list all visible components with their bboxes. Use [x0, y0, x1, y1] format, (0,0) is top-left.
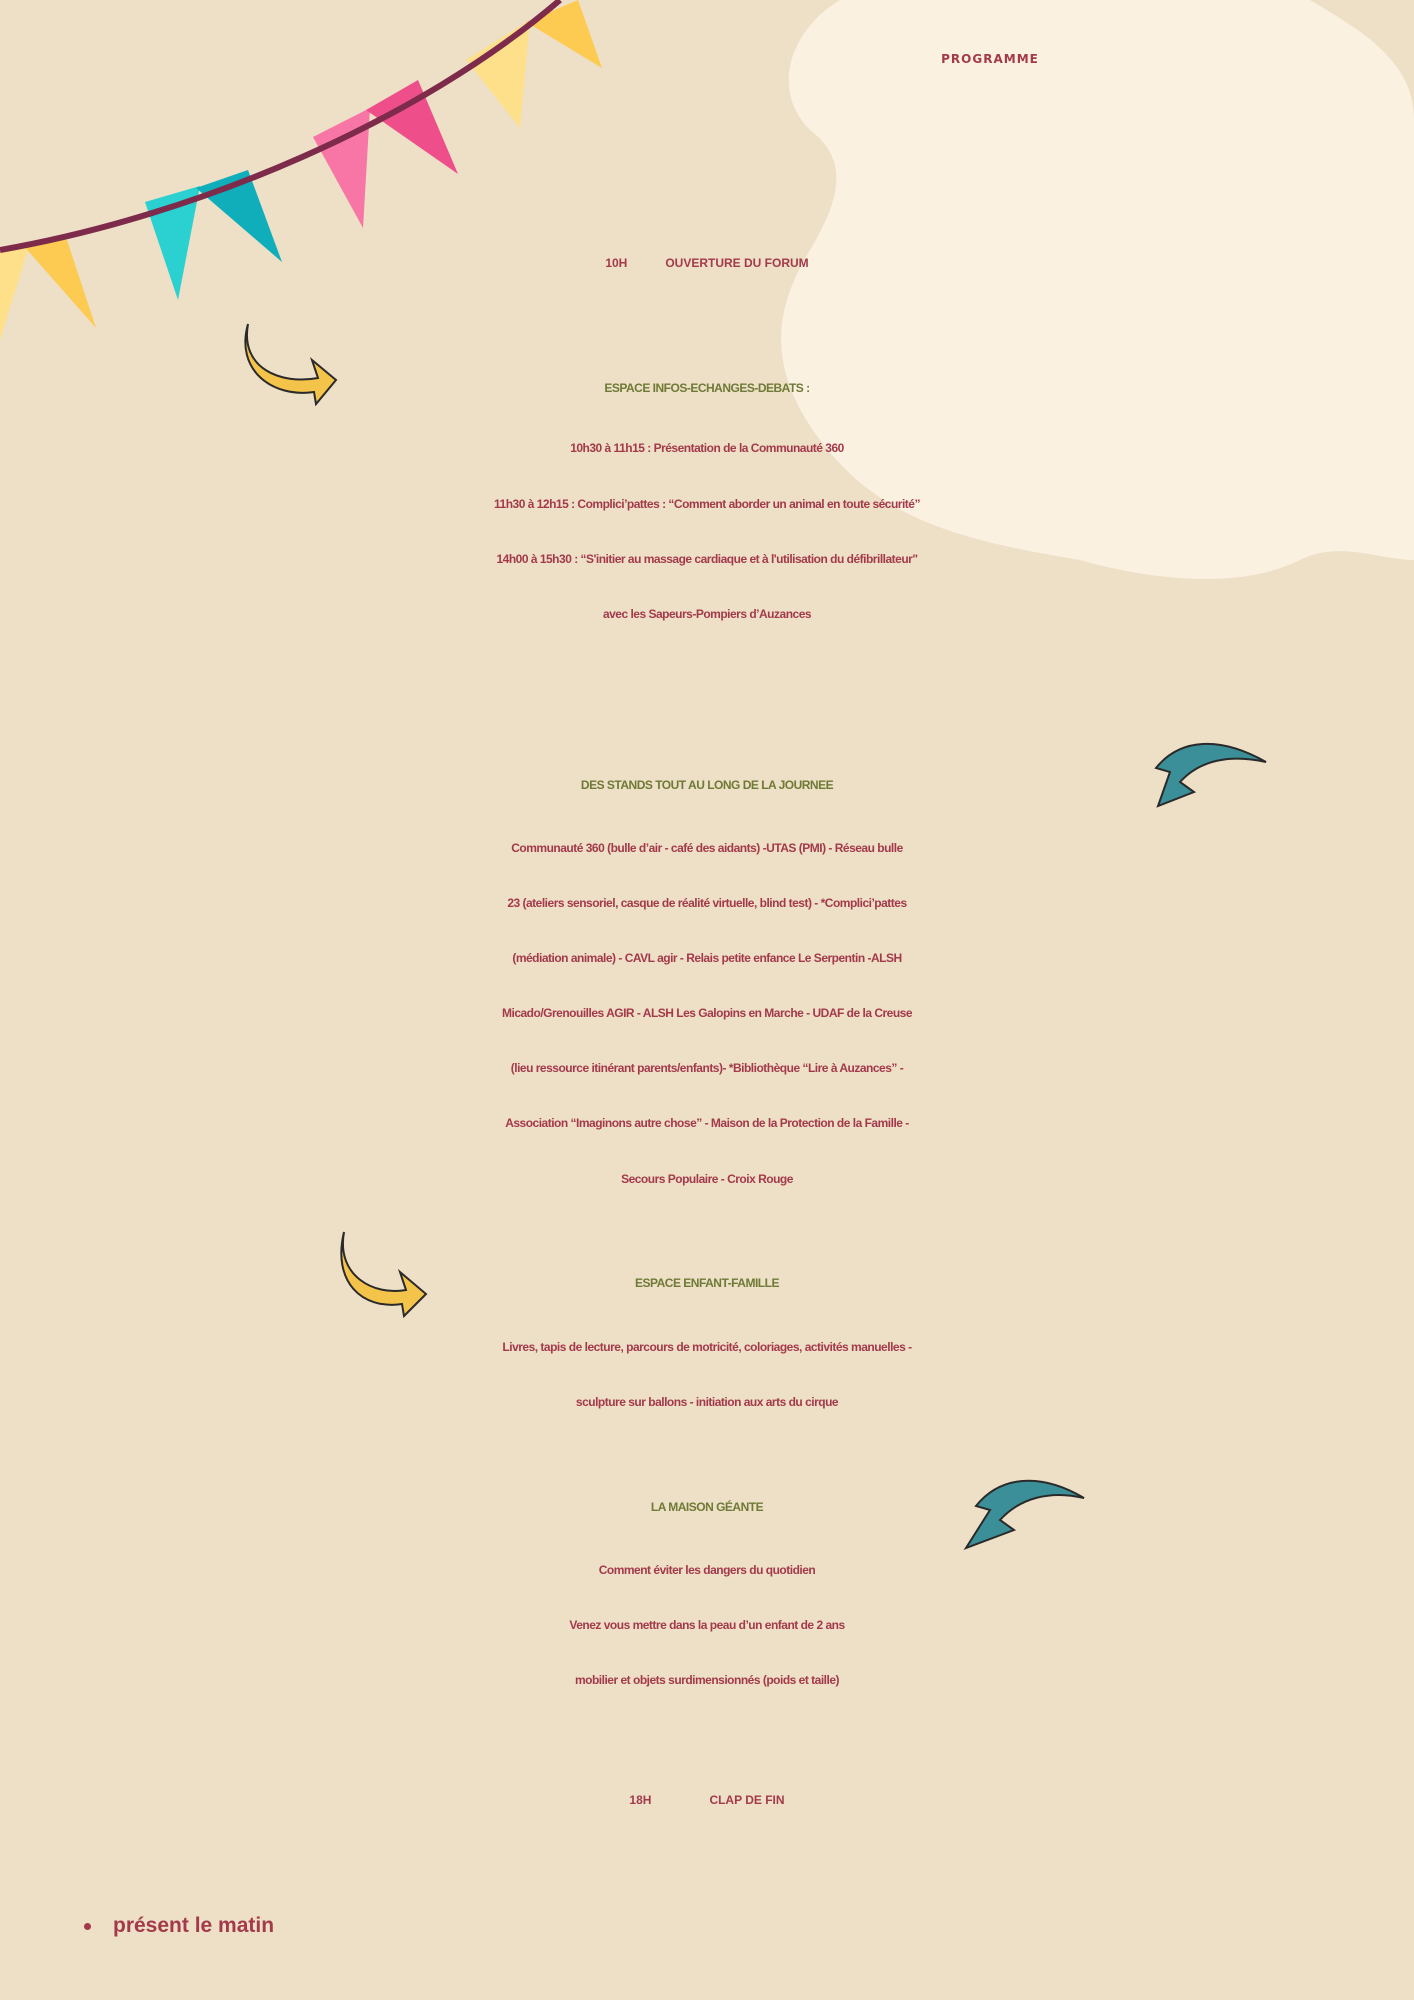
curved-arrow-yellow-icon — [341, 1232, 426, 1316]
maison-line: Venez vous mettre dans la peau d’un enfant de 2 ans — [569, 1618, 845, 1632]
stands-line: Association “Imaginons autre chose” - Maison de la Protection de la Famille - — [505, 1116, 909, 1130]
stands-line: Communauté 360 (bulle d’air - café des aidants) -UTAS (PMI) - Réseau bulle — [511, 841, 903, 855]
opening-heading — [0, 256, 1414, 270]
infos-line: avec les Sapeurs-Pompiers d’Auzances — [602, 607, 812, 621]
curved-arrow-teal-icon — [1156, 744, 1266, 806]
stands-heading: DES STANDS TOUT AU LONG DE LA JOURNEE — [580, 778, 834, 792]
footnote — [84, 1914, 274, 1938]
page-title: PROGRAMME — [941, 52, 1039, 66]
enfant-line: sculpture sur ballons - initiation aux arts du cirque — [575, 1395, 839, 1409]
enfant-line: Livres, tapis de lecture, parcours de motricité, coloriages, activités manuelles - — [502, 1340, 912, 1354]
stands-line: (médiation animale) - CAVL agir - Relais petite enfance Le Serpentin -ALSH — [512, 951, 902, 965]
curved-arrow-teal-icon — [966, 1481, 1084, 1548]
enfant-heading: ESPACE ENFANT-FAMILLE — [635, 1276, 779, 1290]
footnote-text: présent le matin — [113, 1914, 275, 1937]
stands-line: Micado/Grenouilles AGIR - ALSH Les Galopins en Marche - UDAF de la Creuse — [501, 1006, 913, 1020]
stands-line: 23 (ateliers sensoriel, casque de réalité virtuelle, blind test) - *Complici’pattes — [507, 896, 907, 910]
infos-line: 10h30 à 11h15 : Présentation de la Communauté 360 — [570, 441, 844, 455]
closing-time: 18H — [629, 1793, 652, 1807]
maison-heading: LA MAISON GÉANTE — [650, 1500, 764, 1514]
closing-heading — [0, 1793, 1414, 1807]
opening-time: 10H — [605, 256, 628, 270]
opening-label: OUVERTURE DU FORUM — [665, 256, 809, 270]
stands-line: Secours Populaire - Croix Rouge — [621, 1172, 793, 1186]
infos-line: 11h30 à 12h15 : Complici’pattes : “Comment aborder un animal en toute sécurité” — [494, 497, 920, 511]
closing-label: CLAP DE FIN — [709, 1793, 785, 1807]
infos-heading: ESPACE INFOS-ECHANGES-DEBATS : — [604, 381, 810, 395]
stands-line: (lieu ressource itinérant parents/enfants)- *Bibliothèque “Lire à Auzances” - — [510, 1061, 904, 1075]
infos-line: 14h00 à 15h30 : “S'initier au massage cardiaque et à l'utilisation du défibrillateur" — [496, 552, 918, 566]
maison-line: Comment éviter les dangers du quotidien — [598, 1563, 816, 1577]
maison-line: mobilier et objets surdimensionnés (poids et taille) — [574, 1673, 840, 1687]
bullet-icon — [84, 1923, 91, 1930]
